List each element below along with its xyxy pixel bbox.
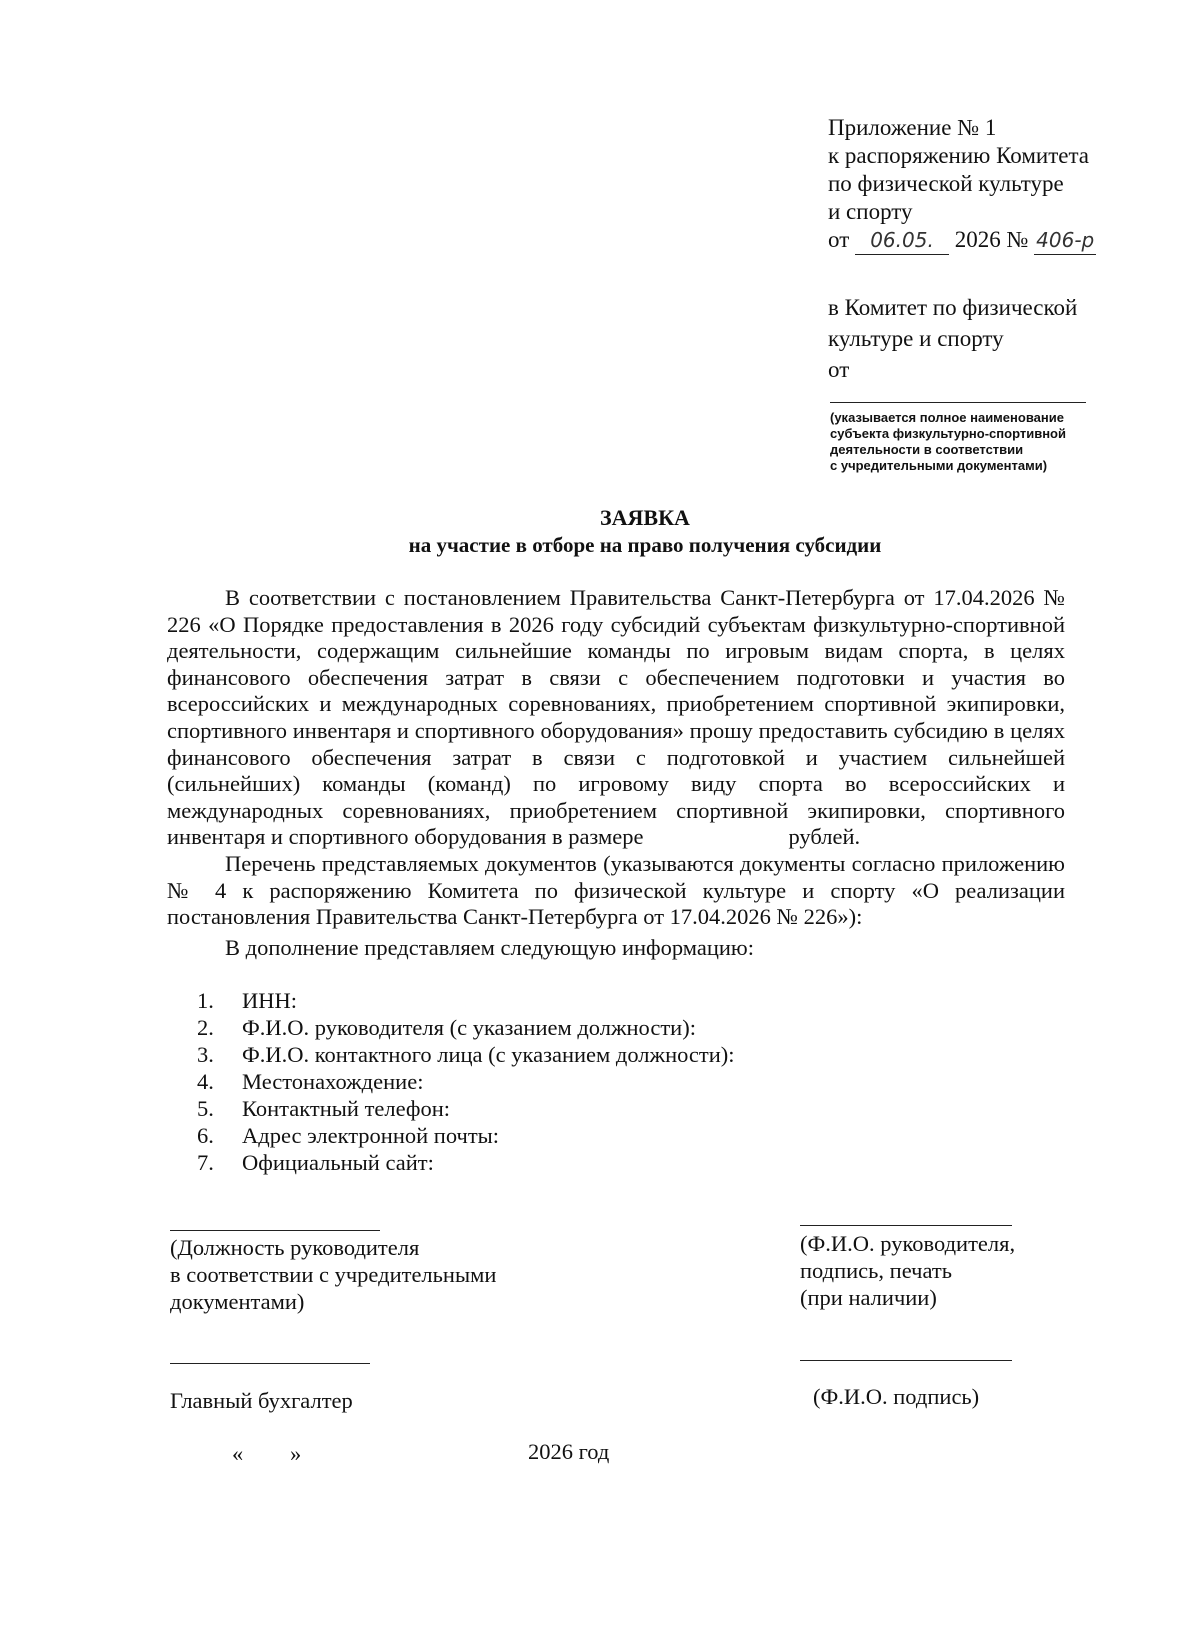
accountant-label: Главный бухгалтер [170,1388,353,1413]
appendix-line-4: и спорту [828,199,913,224]
addressee-block [828,292,1077,385]
document-subtitle: на участие в отборе на право получения субсидии [408,533,882,557]
list-number: 4. [197,1069,214,1094]
accountant-position-blank [170,1363,370,1364]
date-open-quote: « [232,1441,244,1466]
handwritten-date: 06.05. [855,226,949,255]
note-line-3: деятельности в соответствии [830,442,1024,457]
addressee-line-1: в Комитет по физической [828,295,1078,320]
list-number: 1. [197,988,214,1013]
body-paragraph-3: В дополнение представляем следующую информацию: [225,934,754,960]
accountant-signature-caption: (Ф.И.О. подпись) [813,1384,980,1409]
list-number: 7. [197,1150,214,1175]
head-position-blank [170,1230,380,1231]
list-item [167,987,735,1014]
caption-line-1: (Ф.И.О. руководителя, [800,1231,1016,1256]
date-close-quote: » [290,1441,302,1466]
list-number: 5. [197,1096,214,1121]
applicant-name-blank [830,402,1086,403]
list-text: Ф.И.О. контактного лица (с указанием должности): [242,1042,735,1067]
appendix-line-3: по физической культуре [828,171,1064,196]
list-item [167,1149,735,1176]
list-item [167,1095,735,1122]
appendix-line-1: Приложение № 1 [828,115,997,140]
caption-line-3: (при наличии) [800,1285,937,1310]
list-item [167,1041,735,1068]
year-number-label: 2026 № [954,227,1029,252]
date-prefix: от [828,227,850,252]
note-line-2: субъекта физкультурно-спортивной [830,426,1066,441]
list-text: Местонахождение: [242,1069,424,1094]
addressee-line-2: культуре и спорту [828,326,1004,351]
caption-line-2: в соответствии с учредительными [170,1262,497,1287]
caption-line-3: документами) [170,1289,305,1314]
list-text: Ф.И.О. руководителя (с указанием должности): [242,1015,696,1040]
note-line-4: с учредительными документами) [830,458,1048,473]
head-position-caption [170,1234,496,1315]
list-text: ИНН: [242,988,297,1013]
paragraph-1-text: В соответствии с постановлением Правительства Санкт-Петербурга от 17.04.2026 № 226 «О Порядке предоставления в 2026 году субсидий субъектам физкультурно-спортивной деятельности, содержащим сильнейшие команды по игровым видам спорта, в целях финансового обеспечения затрат в связи с обеспечением подготовки и участия во всероссийских и международных соревнованиях, приобретением спортивной экипировки, спортивного инвентаря и спортивного оборудования» прошу предоставить субсидию в целях финансового обеспечения затрат в связи с подготовкой и участием сильнейшей (сильнейших) команды (команд) по игровому виду спорта во всероссийских и международных соревнованиях, приобретением спортивной экипировки, спортивного инвентаря и спортивного оборудования в размере [167,585,1065,850]
caption-line-2: подпись, печать [800,1258,952,1283]
list-item [167,1122,735,1149]
list-number: 3. [197,1042,214,1067]
date-year: 2026 год [528,1439,610,1464]
document-title: ЗАЯВКА [600,505,690,530]
list-text: Адрес электронной почты: [242,1123,500,1148]
list-number: 6. [197,1123,214,1148]
appendix-header [828,114,1096,255]
appendix-line-2: к распоряжению Комитета [828,143,1089,168]
note-line-1: (указывается полное наименование [830,410,1064,425]
addressee-line-3: от [828,357,850,382]
list-item [167,1014,735,1041]
handwritten-number: 406-р [1034,226,1096,255]
caption-line-1: (Должность руководителя [170,1235,420,1260]
list-number: 2. [197,1015,214,1040]
application-body [167,585,1065,961]
head-signature-caption [800,1230,1015,1311]
accountant-signature-blank [800,1360,1012,1361]
list-item [167,1068,735,1095]
body-paragraph-1 [167,585,1065,851]
paragraph-1-end: рублей. [788,824,861,850]
list-text: Контактный телефон: [242,1096,450,1121]
applicant-name-note [830,410,1066,474]
head-signature-blank [800,1225,1012,1226]
appendix-date-line [828,226,1096,255]
list-text: Официальный сайт: [242,1150,434,1175]
body-paragraph-2: Перечень представляемых документов (указываются документы согласно приложению № 4 к распоряжению Комитета по физической культуре и спорту «О реализации постановления Правительства Санкт-Петербурга от 17.04.2026 № 226»): [167,850,1065,930]
info-list [167,987,735,1176]
